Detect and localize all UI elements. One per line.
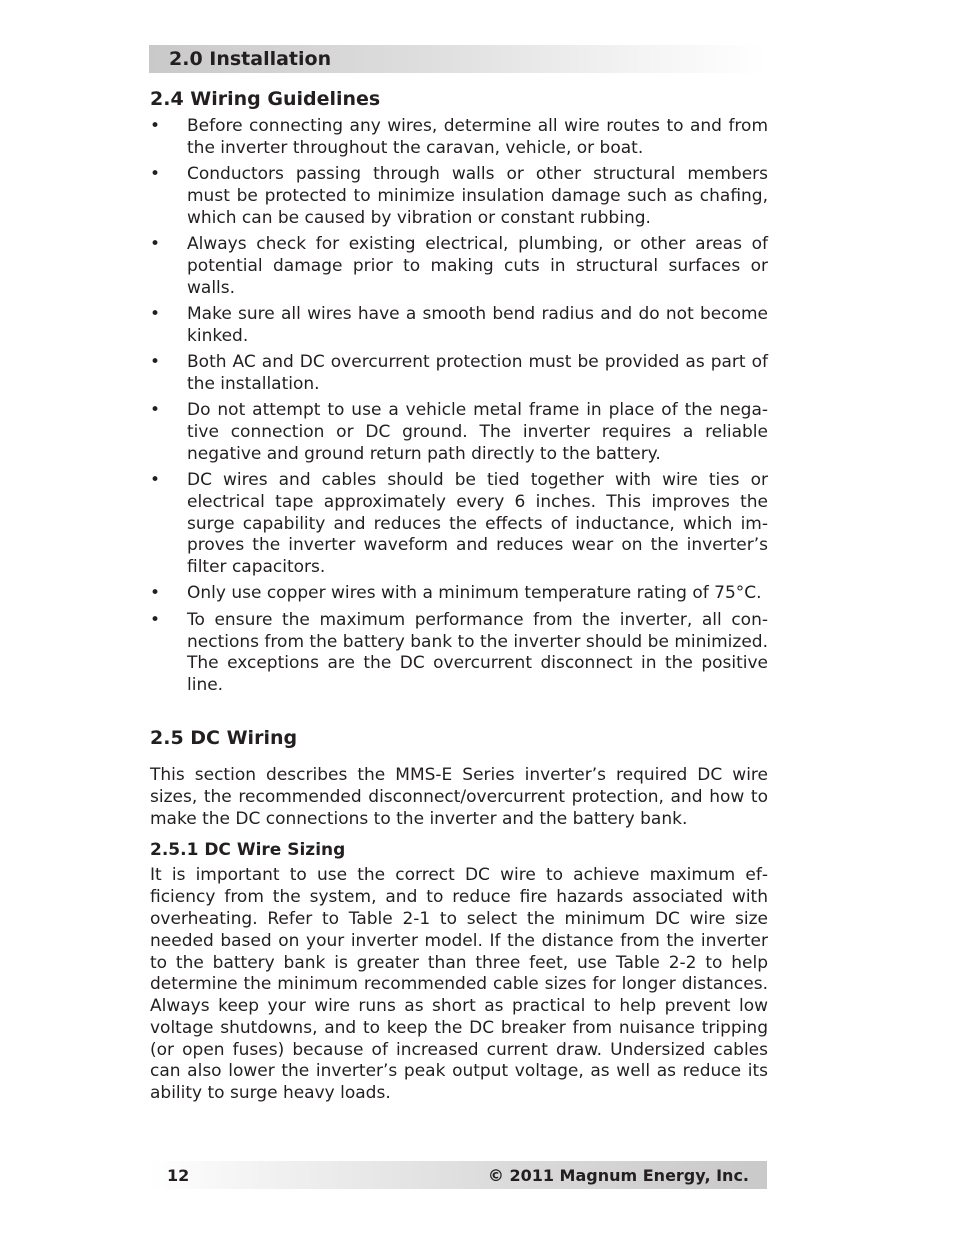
bullet-icon: •	[150, 233, 161, 254]
list-item-text: Before connecting any wires, determine all wire routes to and from the inverter throughout the caravan, vehicle, or boat.	[187, 116, 768, 158]
dc-wire-sizing-body: It is important to use the correct DC wire to achieve maximum efficiency from the system, and to reduce fire hazards associated with overheating. Refer to Table 2-1 to select the minimum DC wire size needed based on your inverter model. If the distance from the inverter to the battery bank is greater than three feet, use Table 2-2 to help determine the minimum recommended cable sizes for longer distances. Always keep your wire runs as short as practical to help prevent low voltage shutdowns, and to keep the DC breaker from nuisance tripping (or open fuses) because of increased current draw. Undersized cables can also lower the inverter’s peak output voltage, as well as reduce its ability to surge heavy loads.	[150, 865, 768, 1104]
list-item-text: Do not attempt to use a vehicle metal frame in place of the negative connection or DC ground. The inverter requires a reliable negative and ground return path directly to the battery.	[187, 400, 768, 464]
list-item	[150, 164, 768, 229]
list-item	[150, 400, 768, 465]
list-item	[150, 116, 768, 160]
bullet-icon: •	[150, 351, 161, 372]
bullet-icon: •	[150, 400, 161, 421]
dc-wiring-intro: This section describes the MMS-E Series inverter’s required DC wire sizes, the recommended disconnect/overcurrent protection, and how to make the DC connections to the inverter and the battery bank.	[150, 764, 768, 829]
bullet-icon: •	[150, 469, 161, 490]
list-item-text: Conductors passing through walls or other structural members must be protected to minimize insulation damage such as chafing, which can be caused by vibration or constant rubbing.	[187, 164, 768, 228]
bullet-icon: •	[150, 116, 161, 136]
section-title: 2.0 Installation	[169, 48, 332, 70]
bullet-icon: •	[150, 303, 161, 324]
bullet-icon: •	[150, 164, 161, 185]
wiring-guidelines-heading: 2.4 Wiring Guidelines	[150, 88, 381, 110]
bullet-icon: •	[150, 609, 161, 630]
bullet-icon: •	[150, 583, 161, 604]
list-item-text: Only use copper wires with a minimum temperature rating of 75°C.	[187, 583, 762, 604]
page-footer-bar	[149, 1161, 767, 1189]
list-item	[150, 352, 768, 396]
list-item	[150, 304, 768, 348]
wiring-guidelines-list	[150, 116, 768, 697]
copyright-text: © 2011 Magnum Energy, Inc.	[487, 1166, 749, 1185]
list-item-text: DC wires and cables should be tied together with wire ties or electrical tape approximately every 6 inches. This improves the surge capability and reduces the effects of inductance, which improves the inverter waveform and reduces wear on the inverter’s filter capacitors.	[187, 469, 768, 578]
list-item	[150, 610, 768, 697]
dc-wiring-heading: 2.5 DC Wiring	[150, 726, 298, 749]
list-item	[150, 470, 768, 579]
dc-wire-sizing-heading: 2.5.1 DC Wire Sizing	[150, 840, 346, 861]
list-item-text: To ensure the maximum performance from the inverter, all connections from the battery bank to the inverter should be minimized. The exceptions are the DC overcurrent disconnect in the positive line.	[187, 609, 768, 696]
list-item-text: Make sure all wires have a smooth bend radius and do not become kinked.	[187, 303, 768, 346]
list-item	[150, 234, 768, 299]
page-content	[150, 86, 768, 1105]
list-item	[150, 583, 768, 605]
page-number: 12	[167, 1166, 190, 1185]
list-item-text: Both AC and DC overcurrent protection must be provided as part of the installation.	[187, 351, 768, 394]
list-item-text: Always check for existing electrical, plumbing, or other areas of potential damage prior to making cuts in structural surfaces or walls.	[187, 233, 768, 298]
section-header-bar	[149, 45, 767, 73]
